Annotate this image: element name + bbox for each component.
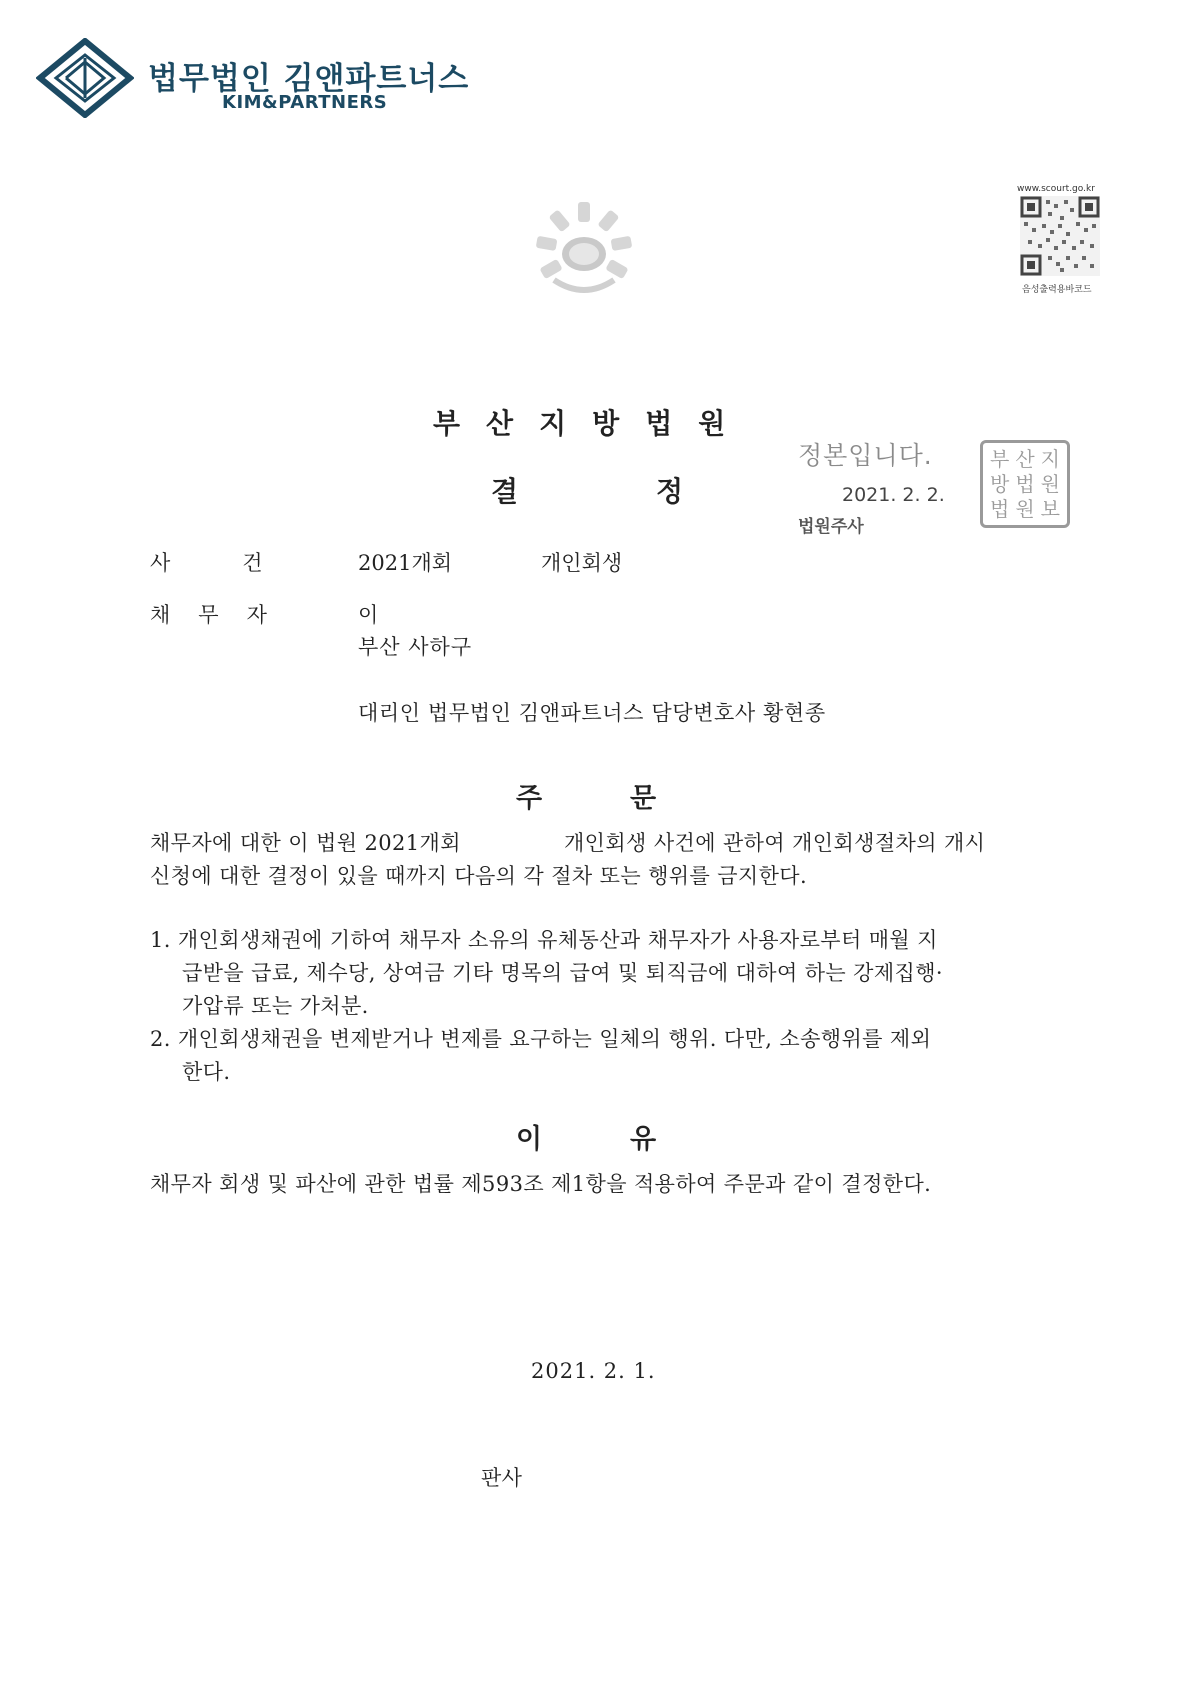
order-item2-line1: 2. 개인회생채권을 변제받거나 변제를 요구하는 일체의 행위. 다만, 소송행위를 제외	[150, 1027, 932, 1051]
debtor-label: 채무자	[150, 603, 295, 627]
qr-code-icon	[1020, 196, 1100, 276]
qr-caption: 음성출력용바코드	[1022, 285, 1092, 295]
judge-label: 판사	[481, 1466, 523, 1490]
seal-char: 산	[1015, 447, 1035, 472]
order-item1-line1: 1. 개인회생채권에 기하여 채무자 소유의 유체동산과 채무자가 사용자로부터 매월 지	[150, 928, 938, 952]
firm-logo-icon	[36, 38, 134, 118]
order-intro-line1a: 채무자에 대한 이 법원 2021개회	[150, 831, 461, 855]
order-item2-line2: 한다.	[182, 1060, 231, 1084]
firm-name-en: KIM&PARTNERS	[222, 92, 388, 113]
debtor-address: 부산 사하구	[358, 635, 473, 659]
seal-char: 부	[990, 447, 1010, 472]
order-intro-line1b: 개인회생 사건에 관하여 개인회생절차의 개시	[564, 831, 986, 855]
seal-char: 보	[1040, 496, 1060, 521]
order-item1-line3: 가압류 또는 가처분.	[182, 994, 369, 1018]
seal-char: 방	[990, 471, 1010, 496]
stamp-officer: 법원주사	[798, 517, 864, 537]
certified-copy-stamp: 정본입니다.	[798, 441, 933, 470]
debtor-name: 이	[358, 603, 379, 627]
court-name: 부산지방법원	[433, 407, 752, 440]
seal-char: 원	[1015, 496, 1035, 521]
doc-type-right: 정	[656, 475, 684, 508]
reason-heading-right: 유	[630, 1124, 657, 1155]
seal-char: 법	[1015, 471, 1035, 496]
decision-date: 2021. 2. 1.	[531, 1359, 656, 1383]
firm-name-ko: 법무법인 김앤파트너스	[148, 61, 470, 97]
legal-agent: 대리인 법무법인 김앤파트너스 담당변호사 황현종	[358, 701, 826, 725]
seal-char: 원	[1040, 471, 1060, 496]
stamp-date: 2021. 2. 2.	[842, 484, 945, 506]
case-number: 2021개회	[358, 551, 453, 575]
case-label: 사건	[150, 551, 335, 575]
reason-text: 채무자 회생 및 파산에 관한 법률 제593조 제1항을 적용하여 주문과 같이 결정한다.	[150, 1172, 932, 1196]
case-type: 개인회생	[541, 551, 623, 575]
seal-char: 지	[1040, 447, 1060, 472]
order-heading-left: 주	[516, 783, 543, 814]
order-intro-line2: 신청에 대한 결정이 있을 때까지 다음의 각 절차 또는 행위를 금지한다.	[150, 864, 808, 888]
court-emblem-icon	[534, 200, 634, 300]
seal-char: 법	[990, 496, 1010, 521]
court-seal-stamp	[980, 440, 1070, 528]
reason-heading-left: 이	[516, 1124, 543, 1155]
order-heading-right: 문	[630, 783, 657, 814]
order-item1-line2: 급받을 급료, 제수당, 상여금 기타 명목의 급여 및 퇴직금에 대하여 하는 강제집행·	[182, 961, 944, 985]
qr-url: www.scourt.go.kr	[1017, 184, 1095, 194]
doc-type-left: 결	[491, 475, 519, 508]
